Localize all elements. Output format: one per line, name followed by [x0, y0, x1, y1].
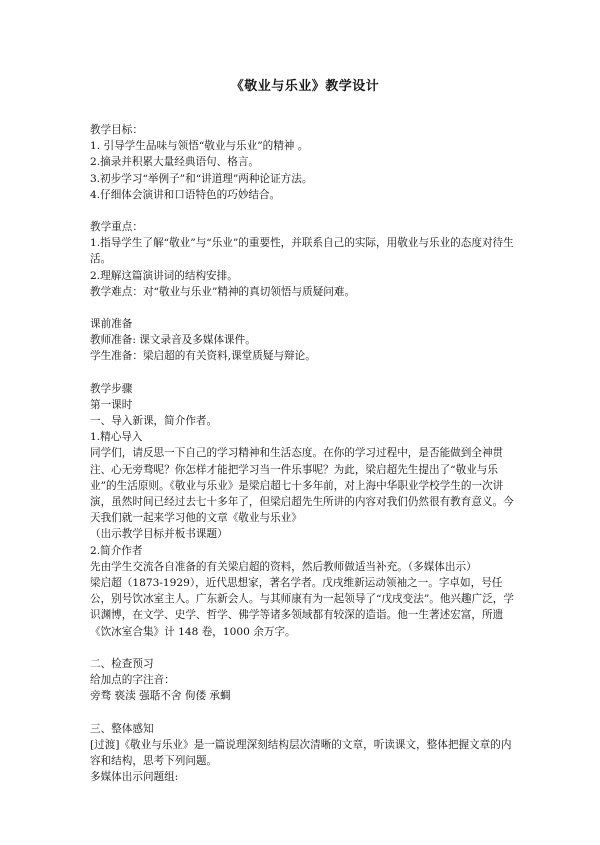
subsection-heading: 2.简介作者 — [90, 544, 143, 557]
spacer — [90, 203, 520, 219]
key-heading: 教学重点： — [90, 221, 143, 234]
teacher-prep: 教师准备: 课文录音及多媒体课件。 — [90, 334, 256, 347]
spacer — [90, 705, 520, 721]
difficulty-text: 教学难点：对“敬业与乐业”精神的真切领悟与质疑问难。 — [90, 285, 356, 298]
student-prep: 学生准备：梁启超的有关资料,课堂质疑与辩论。 — [90, 350, 316, 363]
goal-item: 1. 引导学生品味与领悟“敬业与乐业”的精神 。 — [90, 140, 309, 153]
section-heading: 二、检查预习 — [90, 657, 154, 670]
lesson-label: 第一课时 — [90, 398, 133, 411]
document-title: 《敬业与乐业》教学设计 — [230, 79, 380, 94]
section-heading: 三、整体感知 — [90, 722, 154, 735]
transition-paragraph: [过渡]《敬业与乐业》是一篇说理深刻结构层次清晰的文章，听读课文，整体把握文章的内容和结构，思考下列问题。 — [90, 738, 512, 767]
spacer — [90, 300, 520, 316]
intro-paragraph: 同学们，请反思一下自己的学习精神和生活态度。在你的学习过程中，是否能做到全神贯注、心无旁骛呢？你怎样才能把学习当一件乐事呢？为此，梁启超先生提出了“敬业与乐业”的生活原则。《敬业与乐业》是梁启超七十多年前，对上海中华职业学校学生的一次讲演，虽然时间已经过去七十多年了，但梁启超先生所讲的内容对我们仍然很有教育意义。今天我们就一起来学习他的文章《敬业与乐业》 — [90, 447, 514, 525]
section-heading: 一、导入新课，简介作者。 — [90, 415, 218, 428]
goals-heading: 教学目标： — [90, 124, 143, 136]
board-note: （出示教学目标并板书课题） — [90, 528, 228, 541]
steps-heading: 教学步骤 — [90, 382, 133, 395]
document-page — [90, 78, 520, 785]
spacer — [90, 365, 520, 381]
goal-item: 3.初步学习“举例子”和“讲道理”两种论证方法。 — [90, 172, 313, 185]
subsection-heading: 1.精心导入 — [90, 431, 143, 444]
pronunciation-words: 旁骛 亵渎 强聒不舍 佝偻 承蜩 — [90, 690, 231, 703]
key-point: 2.理解这篇演讲词的结构安排。 — [90, 269, 238, 282]
spacer — [90, 640, 520, 656]
pronunciation-heading: 给加点的字注音： — [90, 674, 175, 687]
goal-item: 4.仔细体会演讲和口语特色的巧妙结合。 — [90, 188, 281, 201]
media-questions-label: 多媒体出示问题组: — [90, 771, 179, 784]
prep-heading: 课前准备 — [90, 318, 133, 331]
author-intro: 先由学生交流各自准备的有关梁启超的资料，然后教师做适当补充。（多媒体出示） — [90, 560, 477, 573]
author-paragraph: 梁启超（1873-1929），近代思想家，著名学者。戊戌维新运动领袖之一。字卓如，号任公，别号饮冰室主人。广东新会人。与其师康有为一起领导了“戊戌变法”。他兴趣广泛，学识渊博，在文学、史学、哲学、佛学等诸多领域都有较深的造诣。他一生著述宏富，所遗《饮冰室合集》计 148 卷，1000 余万字。 — [90, 577, 514, 638]
goal-item: 2.摘录并积累大量经典语句、格言。 — [90, 156, 260, 169]
key-point: 1.指导学生了解“敬业”与“乐业”的重要性，并联系自己的实际，用敬业与乐业的态度对待生活。 — [90, 237, 514, 266]
